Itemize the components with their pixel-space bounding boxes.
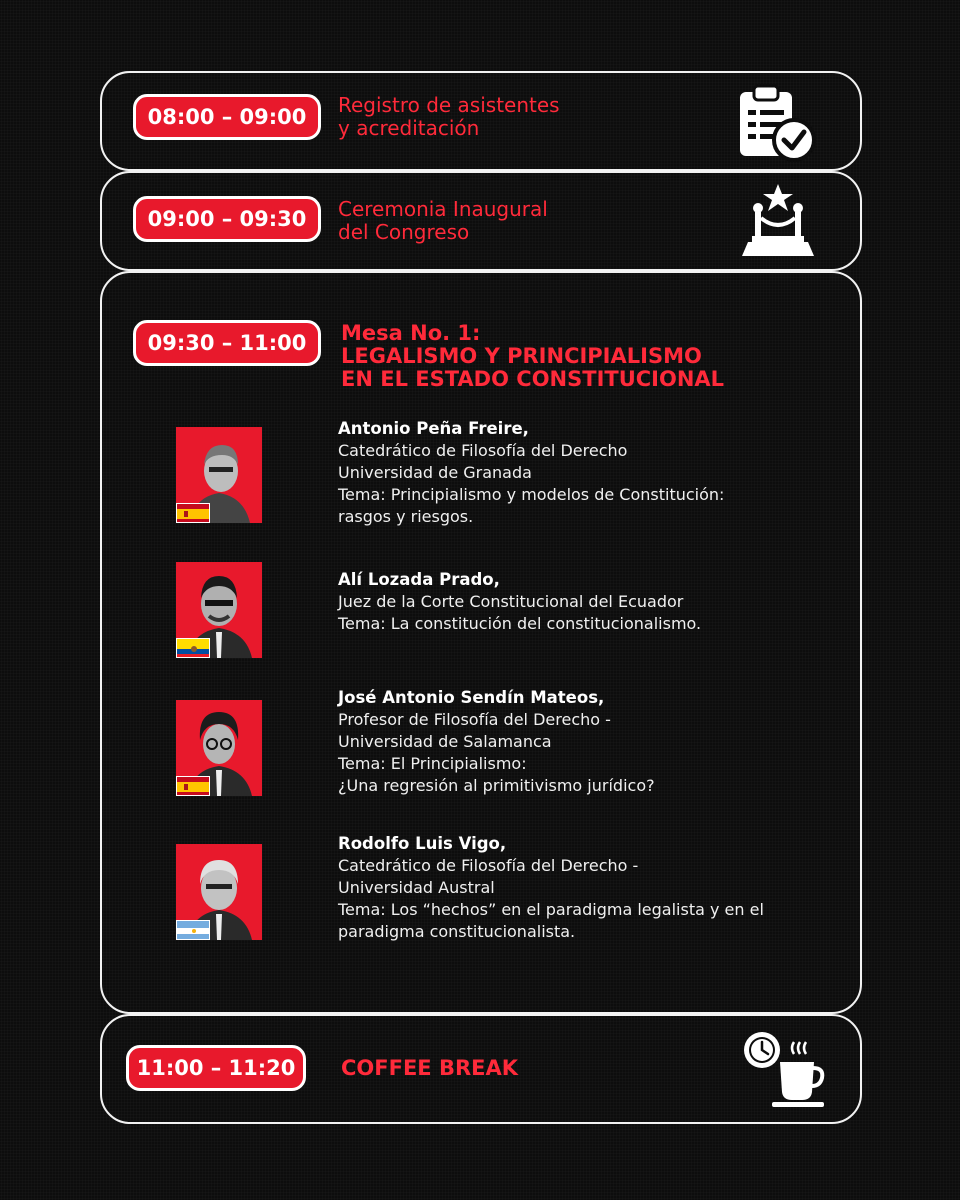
speaker-photo <box>176 562 262 658</box>
panel-title-line: EN EL ESTADO CONSTITUCIONAL <box>341 367 725 391</box>
speaker-entry <box>338 418 724 528</box>
panel-title-line: LEGALISMO Y PRINCIPIALISMO <box>341 344 702 368</box>
speaker-line: Juez de la Corte Constitucional del Ecuador <box>338 592 684 611</box>
speaker-line: Tema: Principialismo y modelos de Constitución: <box>338 485 725 504</box>
argentina-flag-icon <box>176 920 210 940</box>
speaker-line: Universidad de Salamanca <box>338 732 552 751</box>
session-title <box>338 94 560 140</box>
speaker-entry <box>338 569 701 635</box>
speaker-line: paradigma constitucionalista. <box>338 922 576 941</box>
speaker-line: Universidad Austral <box>338 878 495 897</box>
clipboard-check-icon <box>736 84 820 167</box>
session-title-line: Registro de asistentes <box>338 93 560 117</box>
speaker-line: ¿Una regresión al primitivismo jurídico? <box>338 776 655 795</box>
speaker-line: rasgos y riesgos. <box>338 507 474 526</box>
speaker-line: Universidad de Granada <box>338 463 532 482</box>
panel-title <box>341 322 724 391</box>
speaker-name: Alí Lozada Prado, <box>338 570 500 589</box>
speaker-name: José Antonio Sendín Mateos, <box>338 688 605 707</box>
speaker-name: Rodolfo Luis Vigo, <box>338 834 507 853</box>
spain-flag-icon <box>176 503 210 523</box>
session-title-line: del Congreso <box>338 220 470 244</box>
session-title <box>338 198 548 244</box>
panel-title-line: Mesa No. 1: <box>341 321 481 345</box>
speaker-line: Profesor de Filosofía del Derecho - <box>338 710 611 729</box>
session-title-line: y acreditación <box>338 116 480 140</box>
time-badge: 08:00 – 09:00 <box>133 94 321 140</box>
speaker-photo <box>176 427 262 523</box>
speaker-photo <box>176 700 262 796</box>
ecuador-flag-icon <box>176 638 210 658</box>
time-badge: 09:00 – 09:30 <box>133 196 321 242</box>
session-title: COFFEE BREAK <box>341 1056 519 1080</box>
speaker-line: Tema: Los “hechos” en el paradigma legalista y en el <box>338 900 764 919</box>
speaker-line: Tema: El Principialismo: <box>338 754 527 773</box>
coffee-break-icon <box>742 1028 832 1117</box>
ceremony-podium-icon <box>738 182 818 267</box>
spain-flag-icon <box>176 776 210 796</box>
speaker-entry <box>338 687 655 797</box>
session-title-line: Ceremonia Inaugural <box>338 197 548 221</box>
speaker-name: Antonio Peña Freire, <box>338 419 529 438</box>
time-badge: 11:00 – 11:20 <box>126 1045 306 1091</box>
speaker-line: Catedrático de Filosofía del Derecho <box>338 441 628 460</box>
speaker-entry <box>338 833 764 943</box>
speaker-photo <box>176 844 262 940</box>
time-badge: 09:30 – 11:00 <box>133 320 321 366</box>
speaker-line: Catedrático de Filosofía del Derecho - <box>338 856 639 875</box>
speaker-line: Tema: La constitución del constitucionalismo. <box>338 614 702 633</box>
